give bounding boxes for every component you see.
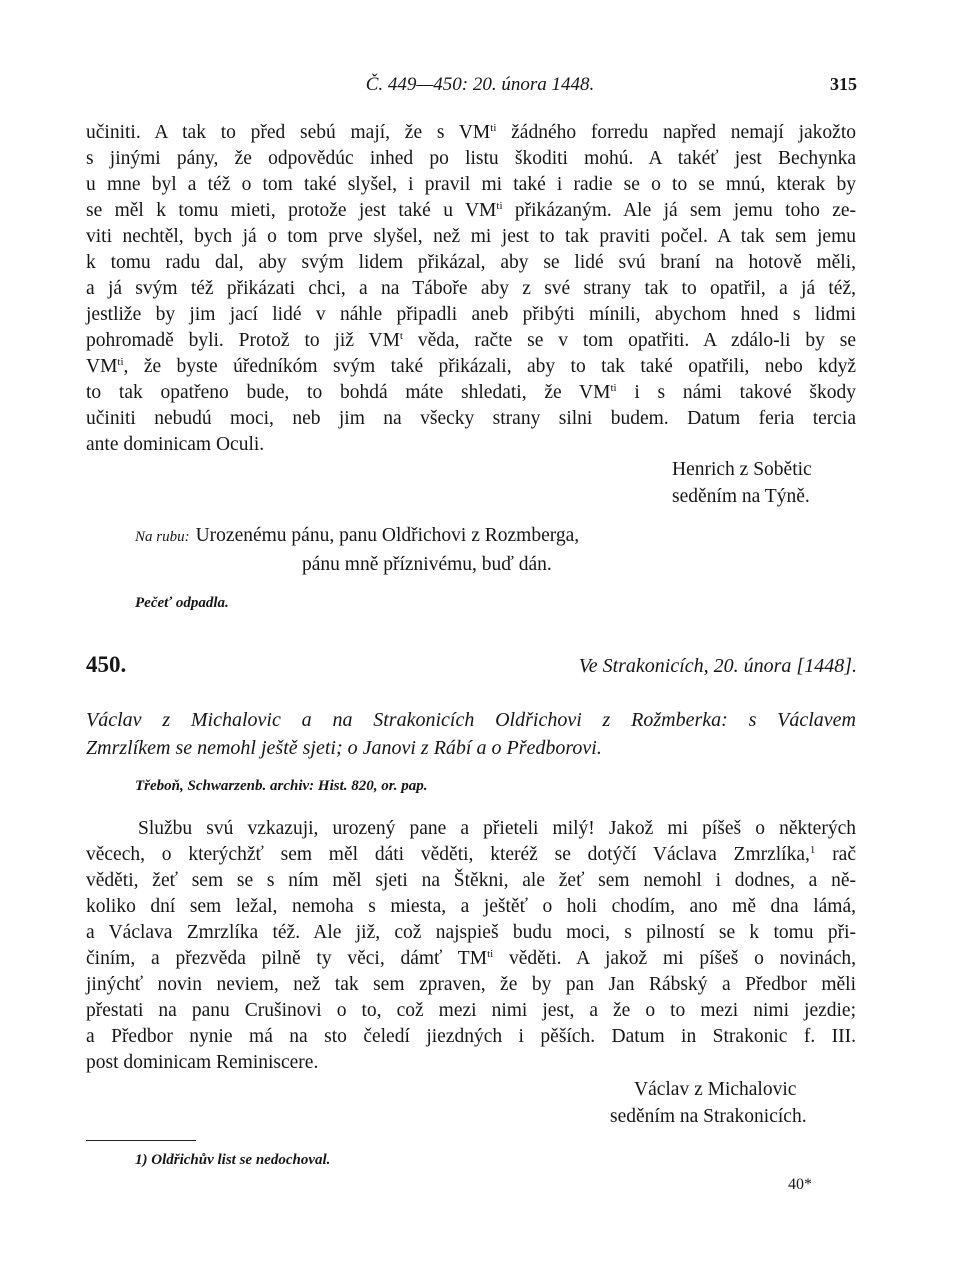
address-line: pánu mně příznivému, buď dán.	[302, 554, 552, 575]
address-line: Urozenému pánu, panu Oldřichovi z Rozmberga,	[195, 525, 580, 546]
text-line: jinýchť novin neviem, než tak sem zpraven, že by pan Jan Rábský a Předbor měli	[86, 974, 856, 995]
source-note: Třeboň, Schwarzenb. archiv: Hist. 820, or. pap.	[135, 778, 428, 794]
text-line: pohromadě byli. Protož to již $VM^t$ věda, račte se v tom opatřiti. A zdálo-li by se	[86, 330, 856, 351]
text-line: ante dominicam Oculi.	[86, 434, 265, 455]
regest-line: Václav z Michalovic a na Strakonicích Oldřichovi z Rožmberka: s Václavem	[86, 709, 856, 731]
letter-449-body	[86, 120, 856, 458]
place-date: Ve Strakonicích, 20. února [1448].	[578, 655, 857, 677]
text-line: jestliže by jim jací lidé v náhle připadli aneb přibýti mínili, abychom hned s lidmi	[86, 304, 856, 325]
text-line: $VM^{ti}$, že byste úředníkóm svým také přikázali, aby to tak také opatřili, nebo když	[86, 356, 856, 377]
text-line: s jinými pány, že odpovědúc inhed po listu škoditi mohú. A takéť jest Bechynka	[86, 148, 856, 169]
running-title: Č. 449—450: 20. února 1448.	[365, 74, 595, 95]
text-line: učiniti. A tak to před sebú mají, že s $VM^{ti}$ žádného forredu napřed nemají jakožto	[86, 122, 856, 143]
text-line: se měl k tomu mieti, protože jest také u $VM^{ti}$ přikázaným. Ale já sem jemu toho ze-	[86, 200, 856, 221]
text-line: učiniti nebudú moci, neb jim na všecky strany silni budem. Datum feria tercia	[86, 408, 856, 429]
footnote: 1) Oldřichův list se nedochoval.	[135, 1152, 331, 1168]
text-line: koliko dní sem ležal, nemoha s miesta, a ještěť o holi chodím, ano mě dna lámá,	[86, 896, 856, 917]
letter-450-body	[86, 816, 856, 1076]
regest-line: Zmrzlíkem se nemohl ještě sjeti; o Janovi z Rábí a o Předborovi.	[86, 737, 602, 759]
text-line: u mne byl a též o tom také slyšel, i pravil mi také i radie se o to se mnú, kterak by	[86, 174, 856, 195]
text-line: to tak opatřeno bude, to bohdá máte shledati, že $VM^{ti}$ i s námi takové škody	[86, 382, 856, 403]
text-line: Službu svú vzkazuji, urozený pane a přieteli milý! Jakož mi píšeš o některých	[138, 818, 856, 839]
page-number: 315	[830, 74, 857, 94]
text-line: a já svým též přikázati chci, a na Táboře aby z své strany tak to opatřil, a já též,	[86, 278, 856, 299]
text-line: věděti, žeť sem se s ním měl sjeti na Štěkni, ale žeť sem nemohl i dodnes, a ně-	[86, 870, 856, 891]
text-line: přestati na panu Crušinovi o to, což mezi nimi jest, a že o to mezi nimi jezdie;	[86, 1000, 856, 1021]
text-line: věcech, o kterýchžť sem měl dáti věděti, kteréž se dotýčí Václava Zmrzlíka,$^1$ rač	[86, 844, 856, 865]
footnote-rule	[86, 1140, 196, 1141]
seal-note: Pečeť odpadla.	[135, 595, 229, 611]
text-line: a Václava Zmrzlíka též. Ale již, což najspieš budu moci, s pilností se k tomu při-	[86, 922, 856, 943]
text-line: k tomu radu dal, aby svým lidem přikázal, aby se lidé svú braní na hotově měli,	[86, 252, 856, 273]
address-label: Na rubu:	[135, 529, 190, 545]
text-line: činím, a přezvěda pilně ty věci, dámť $TM^{ti}$ věděti. A jakož mi píšeš o novinách,	[86, 948, 856, 969]
signature-450: Václav z Michalovic seděním na Strakonicích.	[610, 1079, 807, 1127]
document-number: 450.	[86, 652, 127, 677]
regest	[86, 706, 856, 762]
sheet-signature: 40*	[788, 1176, 812, 1193]
text-line: viti nechtěl, bych já o tom prve slyšel, než mi jest to tak praviti počel. A tak sem jemu	[86, 226, 856, 247]
signature-449: Henrich z Sobětic seděním na Týně.	[672, 459, 812, 507]
text-line: a Předbor nynie má na sto čeledí jiezdných i pěších. Datum in Strakonic f. III.	[86, 1026, 856, 1047]
text-line: post dominicam Reminiscere.	[86, 1052, 319, 1073]
running-header	[0, 74, 960, 100]
address-note	[135, 522, 579, 578]
